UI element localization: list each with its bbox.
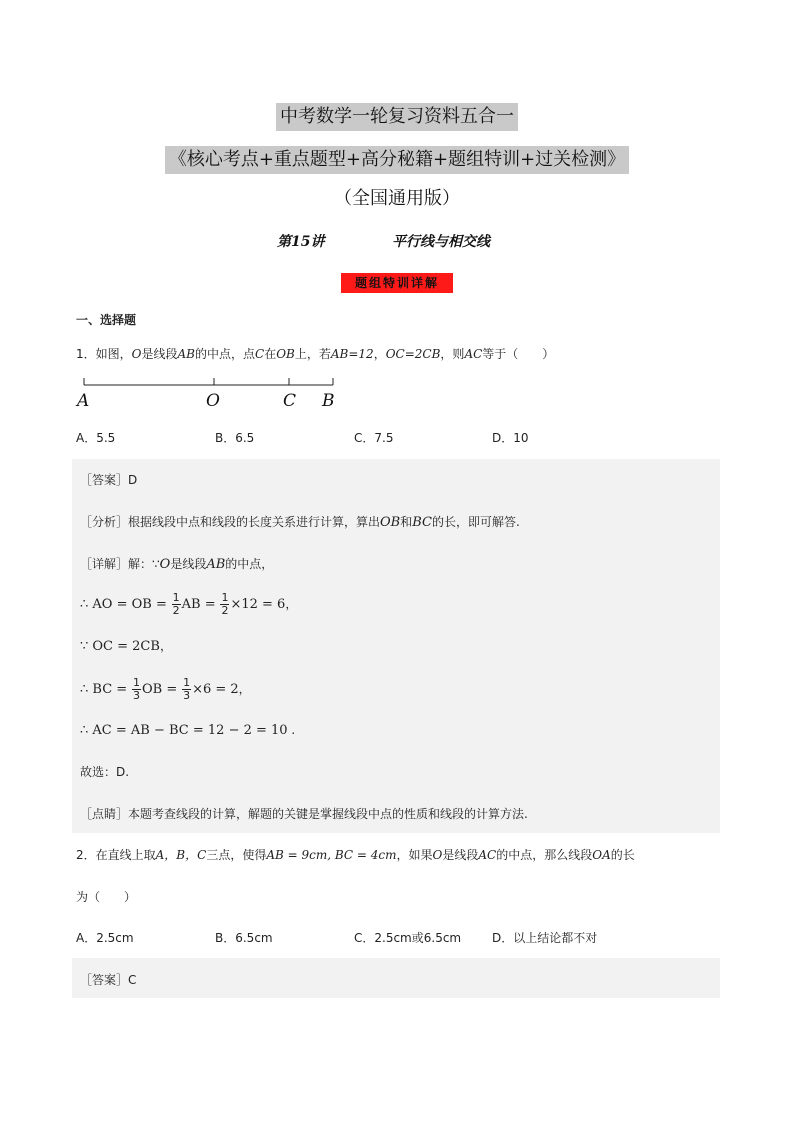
step-4: ∴ AC = AB − BC = 12 − 2 = 10 .: [80, 723, 296, 738]
step-2: ∵ OC = 2CB，: [80, 639, 172, 654]
lecture-title: 平行线与相交线: [392, 234, 490, 250]
choose-1: 故选：D.: [80, 765, 130, 779]
fraction-third: $\frac{1}{3}$: [133, 676, 140, 702]
point-label-a: A: [77, 391, 90, 411]
fraction-half: $\frac{1}{2}$: [172, 591, 180, 617]
answer-panel-2: [72, 958, 720, 998]
doc-title-row: [0, 103, 794, 131]
answer-1: ［答案］D: [80, 473, 138, 487]
point-label-o: O: [206, 391, 220, 411]
lecture-number: 第15讲: [277, 234, 325, 250]
fraction-half-2: $\frac{1}{2}$: [221, 591, 229, 617]
q1-option-b[interactable]: B．6.5: [215, 431, 255, 445]
q1-option-d[interactable]: D．10: [492, 431, 529, 445]
section-title: 一、选择题: [76, 313, 137, 327]
q2-option-b[interactable]: B．6.5cm: [215, 931, 273, 945]
analysis-1: ［分析］根据线段中点和线段的长度关系进行计算，算出OB和BC的长，即可解答.: [80, 515, 520, 530]
point-label-b: B: [322, 391, 335, 411]
q2-option-a[interactable]: A．2.5cm: [76, 931, 134, 945]
step-3: ∴ BC = $\frac{1}{3}$ OB = $\frac{1}{3}$ ×6 = 2，: [80, 676, 251, 702]
q1-option-c[interactable]: C．7.5: [354, 431, 394, 445]
question-1: 1．如图，O是线段AB的中点，点C在OB上，若AB=12，OC=2CB，则AC等于（ ）: [76, 347, 555, 361]
detail-1: ［详解］解：∵O是线段AB的中点，: [80, 557, 274, 572]
q2-option-c[interactable]: C．2.5cm或6.5cm: [354, 931, 462, 945]
q1-option-a[interactable]: A．5.5: [76, 431, 116, 445]
doc-title: 中考数学一轮复习资料五合一: [276, 103, 518, 131]
question-2: 2．在直线上取A，B，C三点，使得AB = 9cm, BC = 4cm，如果O是线段AC的中点，那么线段OA的长: [76, 848, 635, 862]
doc-subtitle-row: [0, 146, 794, 174]
question-2-cont: 为（ ）: [76, 890, 137, 904]
section-badge: 题组特训详解: [341, 273, 453, 293]
point-label-c: C: [283, 391, 297, 411]
step-1: ∴ AO = OB = $\frac{1}{2}$ AB = $\frac{1}{2}$ ×12 = 6，: [80, 591, 298, 617]
comment-1: ［点睛］本题考查线段的计算，解题的关键是掌握线段中点的性质和线段的计算方法.: [80, 807, 528, 821]
doc-edition: （全国通用版）: [334, 188, 460, 209]
q2-option-d[interactable]: D．以上结论都不对: [492, 931, 598, 945]
doc-subtitle: 《核心考点+重点题型+高分秘籍+题组特训+过关检测》: [165, 146, 629, 174]
fraction-third-2: $\frac{1}{3}$: [183, 676, 191, 702]
answer-2: ［答案］C: [80, 973, 137, 987]
